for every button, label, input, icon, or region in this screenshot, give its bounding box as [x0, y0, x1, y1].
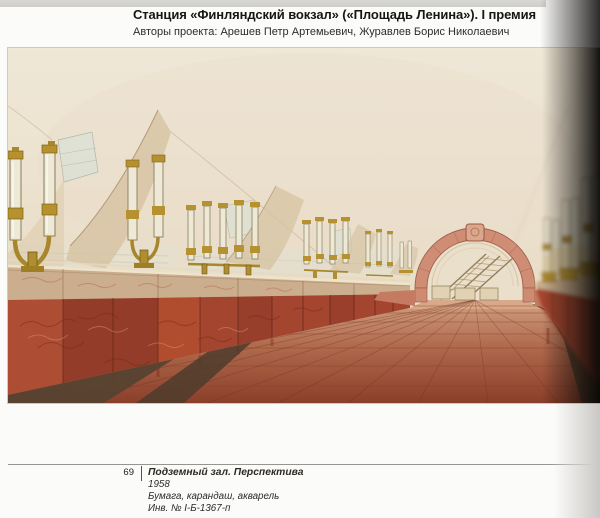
caption-year: 1958 — [148, 479, 170, 490]
page-header — [133, 6, 573, 39]
page-gutter-shadow-top — [540, 0, 600, 48]
page-gutter-shadow-artwork — [542, 48, 600, 403]
metro-hall-illustration — [8, 48, 600, 403]
caption-medium: Бумага, карандаш, акварель — [148, 490, 280, 502]
caption-divider — [141, 466, 142, 481]
page-title: Станция «Финляндский вокзал» («Площадь Ленина»). I премия — [133, 7, 536, 22]
arch-keystone-cartouche — [466, 224, 484, 241]
artwork-plate — [8, 48, 600, 403]
caption-body — [148, 466, 468, 514]
caption-rule — [8, 464, 596, 465]
caption-inventory: Инв. № I-Б-1367-п — [148, 502, 231, 514]
page-subtitle: Авторы проекта: Арешев Петр Артемьевич, Журавлев Борис Николаевич — [133, 26, 510, 38]
catalog-number: 69 — [123, 467, 134, 478]
caption-title: Подземный зал. Перспектива — [148, 467, 304, 478]
page-gutter-shadow-bottom — [554, 403, 600, 518]
